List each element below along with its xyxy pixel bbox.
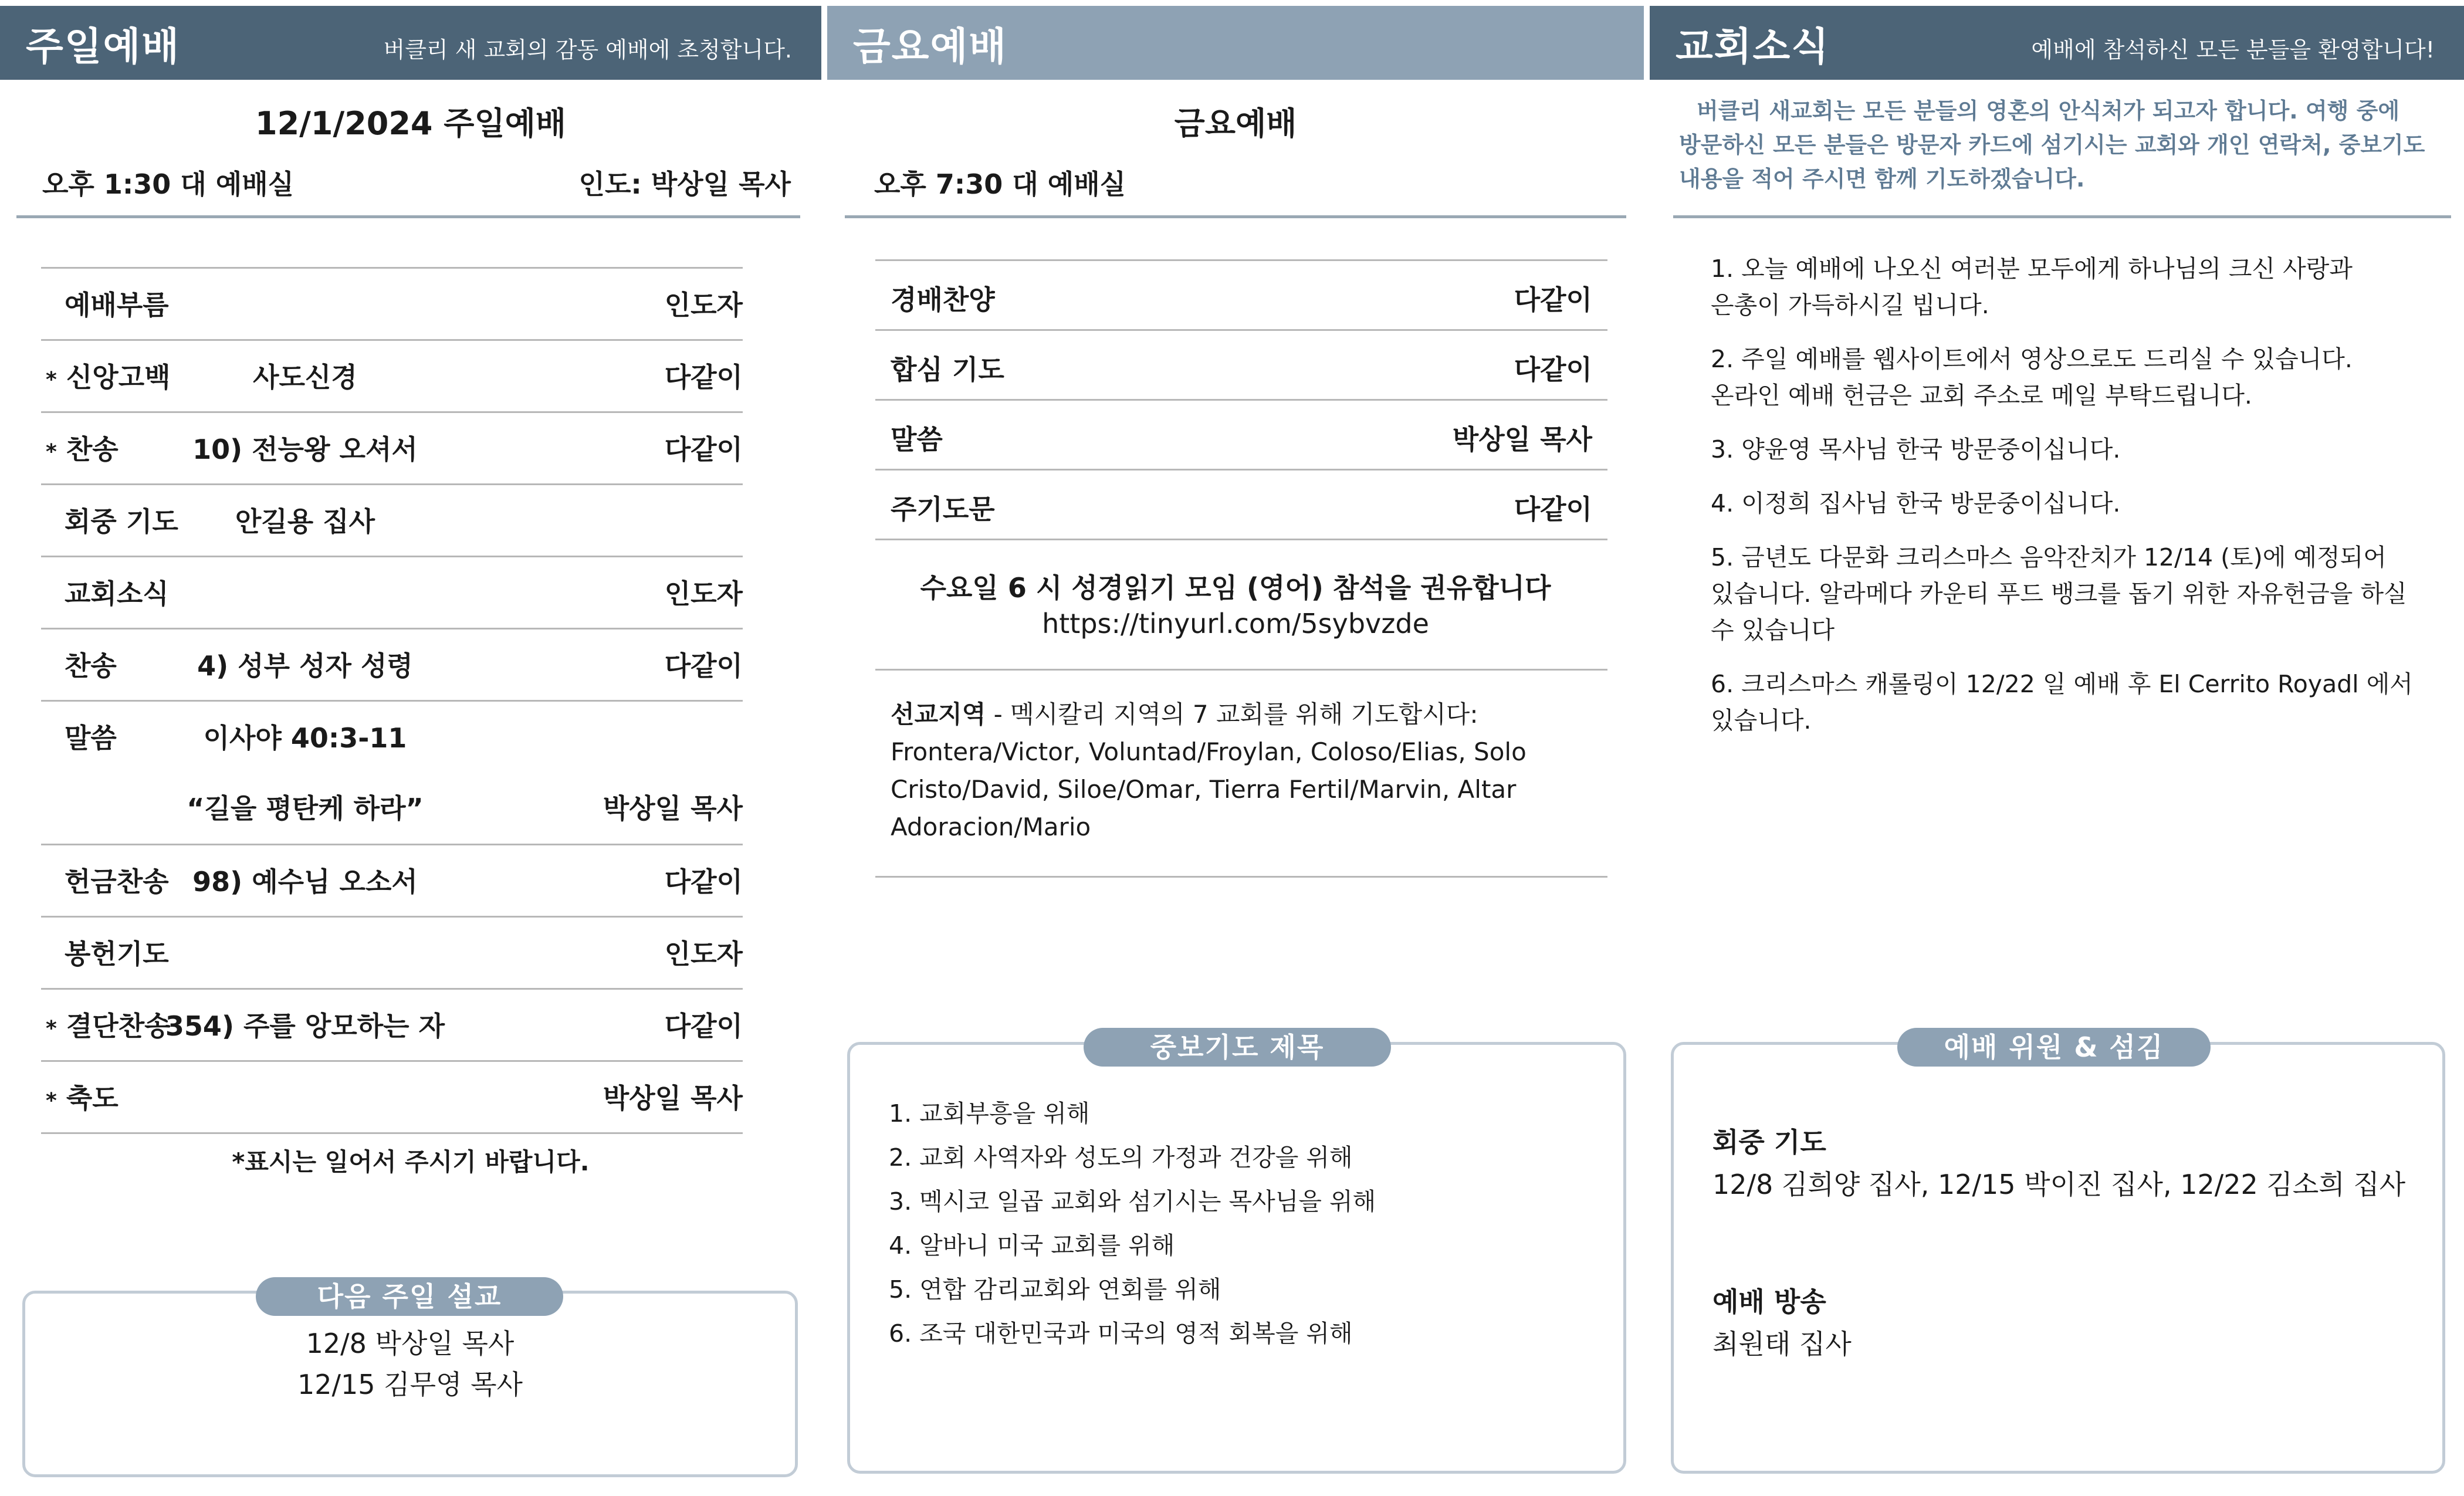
friday-header-title: 금요예배 [853,23,1008,69]
row-right: 인도자 [664,289,743,321]
next-sermon-title: 다음 주일 설교 [256,1277,563,1316]
stand-marker: * [46,1089,57,1113]
news-item: 2. 주일 예배를 웹사이트에서 영상으로도 드리실 수 있습니다. 온라인 예배 헌금은 교회 주소로 메일 부탁드립니다. [1711,345,2353,409]
row-middle: 98) 예수님 오소서 [192,866,418,898]
sunday-leader: 인도: 박상일 목사 [578,168,791,200]
row-label: 봉헌기도 [65,938,169,970]
row-label: 교회소식 [65,578,169,610]
next-sermon-line: 12/8 박상일 목사 [306,1328,515,1359]
service-row [41,483,743,556]
row-right: 다같이 [664,434,743,465]
broadcast-label: 예배 방송 [1712,1286,1826,1318]
congregational-prayer-label: 회중 기도 [1712,1126,1826,1158]
prayer-title: 중보기도 제목 [1084,1028,1391,1067]
row-label: 경배찬양 [891,284,995,316]
sunday-column [0,0,821,1496]
stand-marker: * [46,440,57,464]
prayer-item: 2. 교회 사역자와 성도의 가정과 건강을 위해 [889,1143,1353,1172]
row-label: 합심 기도 [891,354,1004,385]
service-row [41,988,743,1060]
table-bottom-rule [41,1132,743,1134]
broadcast-text: 최원태 집사 [1712,1328,1852,1360]
row-right: 인도자 [664,578,743,610]
row-label: 헌금찬송 [65,866,169,898]
mission-label: 선교지역 [891,700,986,729]
row-label: 찬송 [65,650,117,682]
row-right: 다같이 [664,866,743,898]
order-of-service [41,267,743,1134]
intro-line: 버클리 새교회는 모든 분들의 영혼의 안식처가 되고자 합니다. 여행 중에 [1697,98,2400,124]
next-sermon-box [22,1291,798,1477]
sunday-time: 오후 1:30 대 예배실 [42,168,295,200]
friday-header [827,6,1644,80]
row-label: 말씀 [65,722,117,754]
sunday-header-subtitle: 버클리 새 교회의 감동 예배에 초청합니다. [383,36,792,63]
row-right: 다같이 [1514,354,1592,385]
friday-order [875,259,1607,540]
row-label: 주기도문 [891,493,995,525]
news-header-subtitle: 예배에 참석하신 모든 분들을 환영합니다! [2031,36,2435,63]
service-row [41,1060,743,1132]
stand-marker: * [46,1017,57,1041]
prayer-item: 4. 알바니 미국 교회를 위해 [889,1231,1175,1260]
intro-line: 방문하신 모든 분들은 방문자 카드에 섬기시는 교회와 개인 연락처, 중보기도 [1679,132,2425,158]
friday-time: 오후 7:30 대 예배실 [874,168,1126,200]
staff-title: 예배 위원 & 섬김 [1897,1028,2211,1067]
wednesday-notice: 수요일 6 시 성경읽기 모임 (영어) 참석을 권유합니다 [920,572,1551,604]
row-label: 결단찬송 [66,1010,171,1042]
service-row [41,339,743,411]
row-label: 회중 기도 [65,506,178,537]
service-row [41,411,743,483]
service-row [41,556,743,628]
news-item: 1. 오늘 예배에 나오신 여러분 모두에게 하나님의 크신 사랑과 은총이 가득하시길 빕니다. [1711,255,2353,319]
stand-marker: * [46,368,57,392]
row-middle: 354) 주를 앙모하는 자 [165,1010,445,1042]
mission-text: - 멕시칼리 지역의 7 교회를 위해 기도합시다: [986,700,1478,729]
row-middle: 4) 성부 성자 성령 [197,650,413,682]
divider [875,876,1607,878]
prayer-item: 1. 교회부흥을 위해 [889,1099,1090,1128]
news-list [1711,251,2438,756]
row-right: 박상일 목사 [603,793,743,824]
row-right: 다같이 [1514,493,1592,525]
mission-line: Adoracion/Mario [891,813,1091,841]
service-row [41,267,743,339]
row-right: 인도자 [664,938,743,970]
mission-block [891,696,1595,846]
row-label: 축도 [66,1082,119,1114]
row-label: 말씀 [891,424,943,455]
row-middle: 안길용 집사 [235,506,375,537]
sunday-title: 12/1/2024 주일예배 [255,105,566,142]
service-row [41,700,743,844]
friday-title: 금요예배 [1174,105,1297,142]
row-right: 다같이 [664,1010,743,1042]
mission-line: Frontera/Victor, Voluntad/Froylan, Coloso/Elias, Solo [891,737,1527,766]
prayer-item: 5. 연합 감리교회와 연회를 위해 [889,1275,1221,1304]
intro-line: 내용을 적어 주시면 함께 기도하겠습니다. [1679,166,2085,192]
news-header-title: 교회소식 [1676,23,1830,69]
congregational-prayer-text: 12/8 김희양 집사, 12/15 박이진 집사, 12/22 김소희 집사 [1712,1169,2406,1200]
service-row [41,844,743,916]
next-sermon-line: 12/15 김무영 목사 [297,1369,523,1400]
row-middle: 사도신경 [253,361,357,393]
wednesday-link[interactable]: https://tinyurl.com/5sybvzde [1042,608,1429,639]
sermon-title: “길을 평탄케 하라” [187,793,424,824]
sunday-header-title: 주일예배 [26,23,181,69]
friday-row [875,329,1607,399]
standing-note: *표시는 일어서 주시기 바랍니다. [232,1148,590,1176]
row-right: 다같이 [1514,284,1592,316]
news-item: 5. 금년도 다문화 크리스마스 음악잔치가 12/14 (토)에 예정되어 있습니다. 알라메다 카운티 푸드 뱅크를 돕기 위한 자유헌금을 하실 수 있습니다 [1711,543,2407,644]
friday-row [875,399,1607,469]
row-label: 예배부름 [65,289,169,321]
friday-row [875,259,1607,329]
row-right: 박상일 목사 [603,1082,743,1114]
divider [845,215,1626,218]
news-item: 6. 크리스마스 캐롤링이 12/22 일 예배 후 El Cerrito Royadl 에서 있습니다. [1711,670,2413,735]
table-bottom-rule [875,539,1607,540]
service-row [41,628,743,700]
staff-box [1671,1042,2445,1474]
service-row [41,916,743,988]
row-right: 박상일 목사 [1452,424,1592,455]
divider [16,215,800,218]
mission-line: Cristo/David, Siloe/Omar, Tierra Fertil/Marvin, Altar [891,775,1517,804]
friday-row [875,469,1607,539]
row-label: 찬송 [66,434,119,465]
news-item: 4. 이정희 집사님 한국 방문중이십니다. [1711,489,2121,517]
prayer-item: 6. 조국 대한민국과 미국의 영적 회복을 위해 [889,1319,1353,1348]
divider [875,669,1607,671]
row-right: 다같이 [664,361,743,393]
news-item: 3. 양윤영 목사님 한국 방문중이십니다. [1711,435,2121,463]
row-middle: 10) 전능왕 오셔서 [192,434,418,465]
sunday-header [0,6,821,80]
row-middle: 이사야 40:3-11 [203,722,407,754]
friday-column [827,0,1644,1496]
news-header [1650,6,2464,80]
divider [1673,215,2451,218]
prayer-item: 3. 멕시코 일곱 교회와 섬기시는 목사님을 위해 [889,1187,1376,1216]
row-right: 다같이 [664,650,743,682]
prayer-box [847,1042,1626,1474]
news-column [1650,0,2464,1496]
news-intro [1679,94,2453,196]
row-label: 신앙고백 [66,361,171,393]
